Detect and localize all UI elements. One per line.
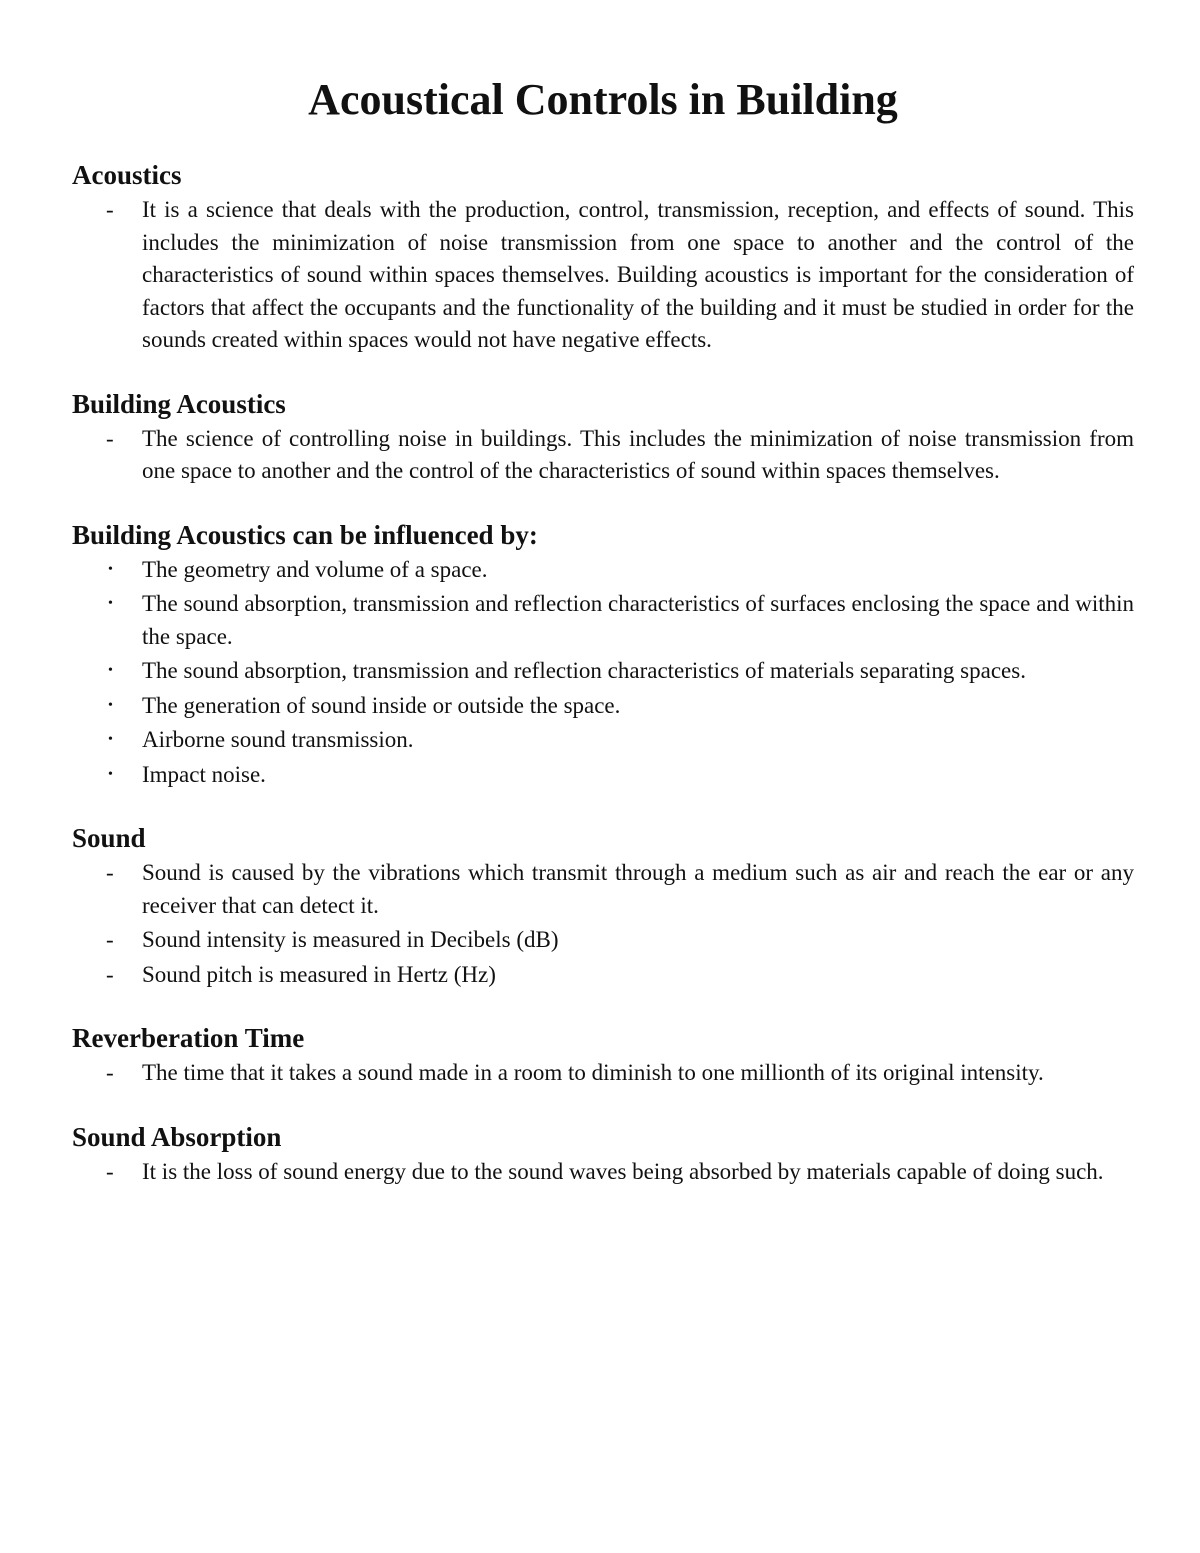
item-text: The time that it takes a sound made in a room to diminish to one millionth of its original intensity. [142, 1060, 1044, 1085]
list-item [72, 724, 1134, 757]
list-item [72, 1156, 1134, 1189]
section-sound [72, 821, 1134, 991]
section-building-acoustics [72, 387, 1134, 488]
bullet-marker: • [108, 561, 113, 577]
item-text: The sound absorption, transmission and reflection characteristics of materials separating spaces. [142, 658, 1026, 683]
item-text: Airborne sound transmission. [142, 727, 414, 752]
list-item [72, 588, 1134, 653]
dash-marker: - [106, 927, 114, 952]
item-text: The science of controlling noise in buildings. This includes the minimization of noise transmission from one space to another and the control of the characteristics of sound within spaces themselves. [142, 425, 1134, 483]
dash-marker: - [106, 1158, 114, 1184]
list-item [72, 194, 1134, 357]
item-text: Sound pitch is measured in Hertz (Hz) [142, 961, 496, 987]
list-item [72, 759, 1134, 792]
section-heading: Building Acoustics can be influenced by: [72, 519, 538, 550]
dash-marker: - [106, 1060, 114, 1085]
dash-marker: - [106, 860, 114, 885]
section-reverberation-time [72, 1021, 1134, 1090]
list-item [72, 655, 1134, 688]
list-item [72, 423, 1134, 488]
list-item [72, 1057, 1134, 1090]
list-item [72, 554, 1134, 587]
section-sound-absorption [72, 1120, 1134, 1189]
bullet-marker: • [108, 766, 113, 782]
section-heading: Acoustics [72, 160, 182, 190]
section-heading: Reverberation Time [72, 1023, 305, 1053]
document-title: Acoustical Controls in Building [308, 75, 898, 124]
item-text: Impact noise. [142, 761, 266, 787]
list-item [72, 857, 1134, 922]
section-heading: Sound Absorption [72, 1121, 282, 1152]
section-influences [72, 518, 1134, 792]
bullet-marker: • [108, 732, 113, 747]
item-text: The geometry and volume of a space. [142, 556, 488, 582]
dash-marker: - [106, 961, 114, 987]
list-item [72, 924, 1134, 957]
item-text: The sound absorption, transmission and reflection characteristics of surfaces enclosing the space and within the space. [142, 591, 1134, 649]
bullet-marker: • [108, 663, 113, 678]
dash-marker: - [106, 197, 114, 222]
section-heading: Sound [72, 823, 146, 853]
list-item [72, 959, 1134, 992]
item-text: It is the loss of sound energy due to the sound waves being absorbed by materials capable of doing such. [142, 1158, 1104, 1184]
bullet-marker: • [108, 596, 113, 611]
item-text: Sound is caused by the vibrations which transmit through a medium such as air and reach the ear or any receiver that can detect it. [142, 860, 1134, 918]
item-text: The generation of sound inside or outside the space. [142, 692, 621, 718]
item-text: It is a science that deals with the production, control, transmission, reception, and effects of sound. This includes the minimization of noise transmission from one space to another and the control of the characteristics of sound within spaces themselves. Building acoustics is important for the consideration of factors that affect the occupants and the functionality of the building and it must be studied in order for the sounds created within spaces would not have negative effects. [142, 197, 1134, 352]
section-heading: Building Acoustics [72, 388, 286, 419]
section-acoustics [72, 158, 1134, 357]
dash-marker: - [106, 425, 114, 451]
bullet-marker: • [108, 697, 113, 713]
item-text: Sound intensity is measured in Decibels (dB) [142, 927, 559, 952]
list-item [72, 690, 1134, 723]
